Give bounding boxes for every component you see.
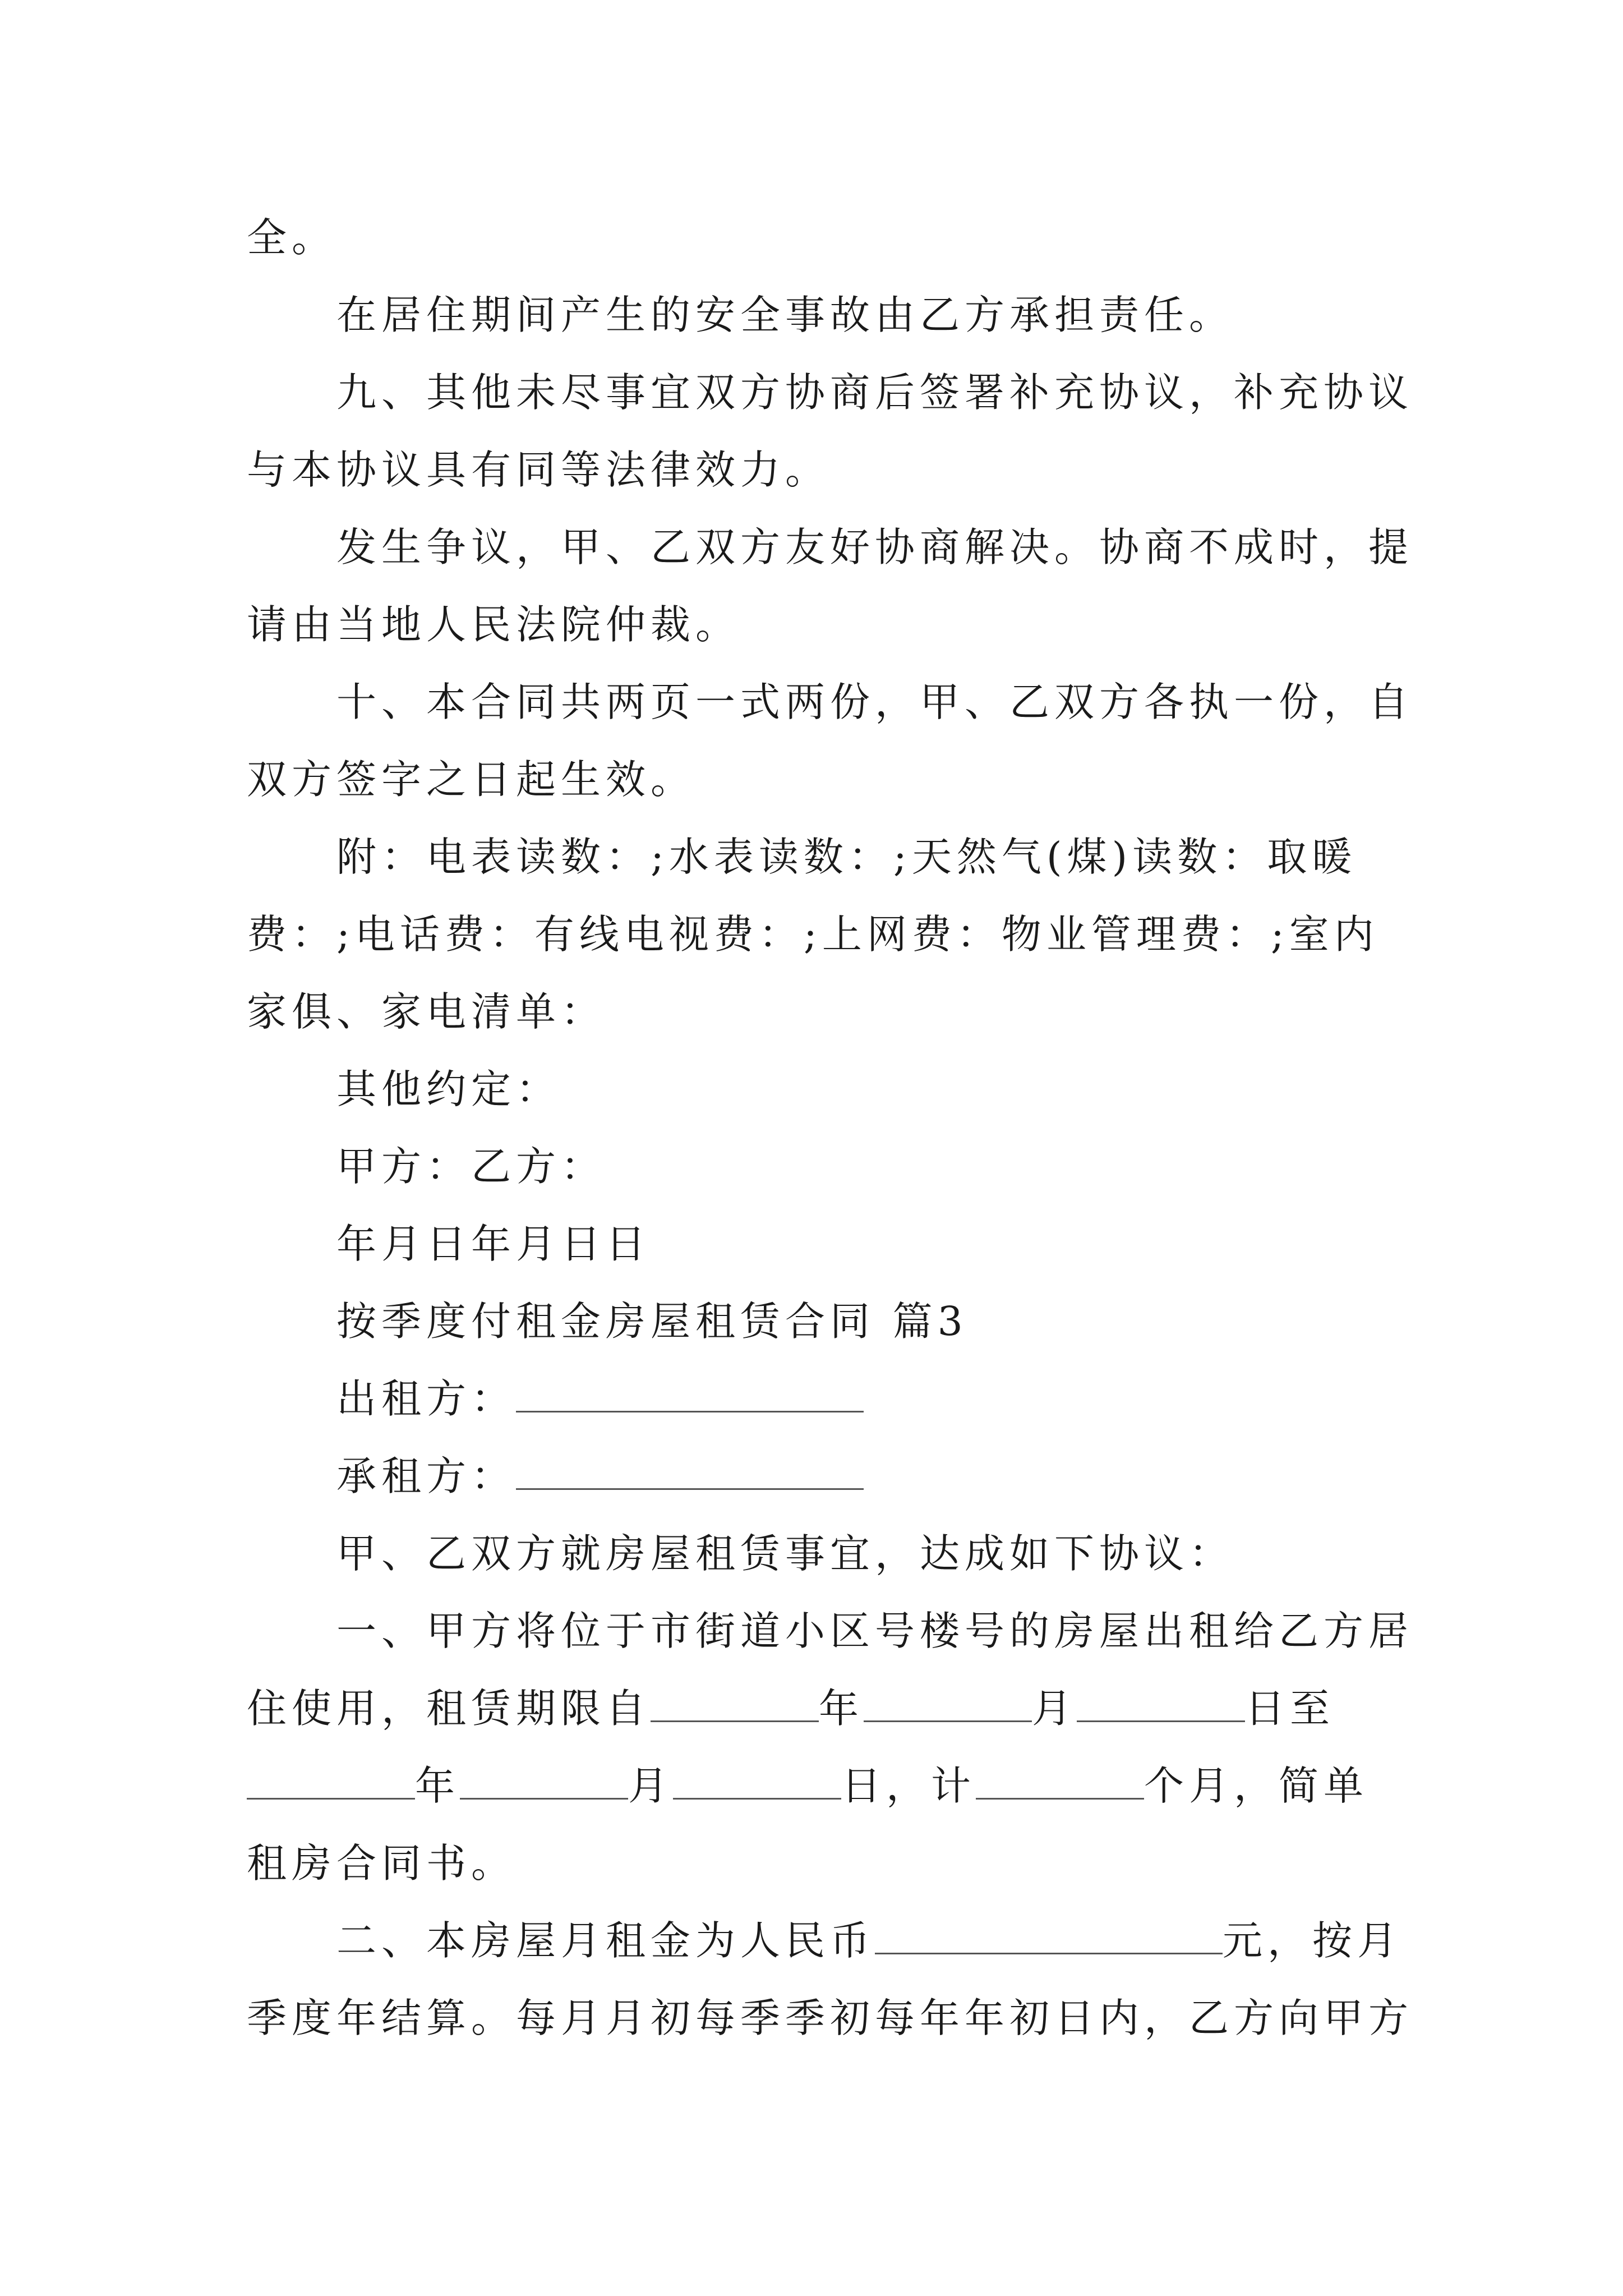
clause-1-line-4: 租房合同书。 bbox=[247, 1840, 517, 1887]
section-heading: 按季度付租金房屋租赁合同 篇3 bbox=[336, 1298, 968, 1345]
year-label: 年 bbox=[819, 1685, 864, 1732]
lessor-label: 出租方： bbox=[336, 1375, 517, 1422]
end-year-label: 年 bbox=[415, 1763, 460, 1809]
lessee-blank bbox=[516, 1453, 864, 1490]
clause-1-line-3 bbox=[247, 1747, 1391, 1825]
paragraph-1: 全。 bbox=[247, 214, 337, 261]
clause-9-line-2: 与本协议具有同等法律效力。 bbox=[247, 447, 831, 493]
clause-2-line-1 bbox=[247, 1902, 1403, 1980]
end-year-blank bbox=[247, 1763, 415, 1800]
document-body bbox=[247, 199, 1414, 2057]
clause-9-line-1: 九、其他未尽事宜双方协商后签署补充协议，补充协议 bbox=[336, 369, 1414, 416]
end-day-label: 日，计 bbox=[841, 1763, 976, 1809]
signature-dates: 年月日年月日日 bbox=[336, 1221, 651, 1267]
other-agreements: 其他约定： bbox=[336, 1066, 561, 1112]
month-label: 月 bbox=[1032, 1685, 1077, 1732]
lessee-label: 承租方： bbox=[336, 1453, 517, 1499]
dispute-line-2: 请由当地人民法院仲裁。 bbox=[247, 601, 741, 648]
months-label: 个月，简单 bbox=[1144, 1763, 1369, 1809]
start-month-blank bbox=[864, 1686, 1032, 1722]
signature-parties: 甲方：乙方： bbox=[336, 1143, 606, 1190]
agreement-intro: 甲、乙双方就房屋租赁事宜，达成如下协议： bbox=[336, 1530, 1234, 1577]
end-day-blank bbox=[673, 1763, 841, 1800]
day-to-label: 日至 bbox=[1245, 1685, 1335, 1732]
paragraph-2: 在居住期间产生的安全事故由乙方承担责任。 bbox=[336, 292, 1234, 338]
appendix-line-1: 附：电表读数：;水表读数：;天然气(煤)读数：取暖 bbox=[336, 834, 1357, 880]
end-month-label: 月 bbox=[628, 1763, 674, 1809]
appendix-line-3: 家俱、家电清单： bbox=[247, 988, 606, 1035]
rent-unit-label: 元，按月 bbox=[1223, 1917, 1403, 1964]
lessor-blank bbox=[516, 1376, 864, 1412]
rent-amount-blank bbox=[875, 1918, 1223, 1954]
clause-2-line-2: 季度年结算。每月月初每季季初每年年初日内，乙方向甲方 bbox=[247, 1995, 1414, 2041]
start-day-blank bbox=[1077, 1686, 1245, 1722]
lessee-line bbox=[247, 1438, 1391, 1515]
appendix-line-2: 费：;电话费：有线电视费：;上网费：物业管理费：;室内 bbox=[247, 911, 1379, 958]
clause-1-line-1: 一、甲方将位于市街道小区号楼号的房屋出租给乙方居 bbox=[336, 1608, 1414, 1654]
dispute-line-1: 发生争议，甲、乙双方友好协商解决。协商不成时，提 bbox=[336, 524, 1414, 570]
clause-10-line-1: 十、本合同共两页一式两份，甲、乙双方各执一份，自 bbox=[336, 679, 1414, 725]
rent-label: 二、本房屋月租金为人民币 bbox=[336, 1917, 875, 1964]
months-count-blank bbox=[976, 1763, 1144, 1800]
clause-1-line-2 bbox=[247, 1670, 1391, 1747]
end-month-blank bbox=[460, 1763, 628, 1800]
term-start-label: 住使用，租赁期限自 bbox=[247, 1685, 651, 1732]
lessor-line bbox=[247, 1360, 1391, 1438]
clause-10-line-2: 双方签字之日起生效。 bbox=[247, 756, 696, 803]
start-year-blank bbox=[651, 1686, 819, 1722]
